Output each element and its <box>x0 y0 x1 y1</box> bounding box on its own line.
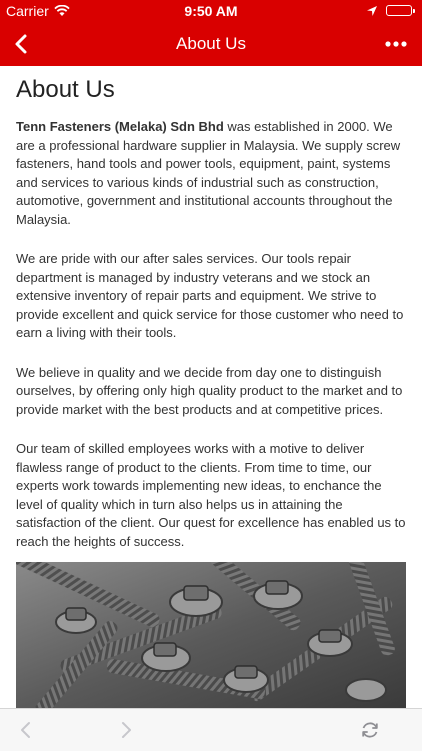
paragraph-quality: We believe in quality and we decide from day one to distinguish ourselves, by offering only high quality product to the market and to provide market with the best products and at competitive prices. <box>16 364 403 417</box>
bottom-toolbar <box>0 708 422 751</box>
company-name: Tenn Fasteners (Melaka) Sdn Bhd <box>16 119 224 134</box>
paragraph-team: Our team of skilled employees works with a motive to deliver flawless range of product to the clients. From time to time, our experts work towards implementing new ideas, to enchance the level of quality which in turn also helps us in attaining the satisfaction of the client. Our quest for excellence has enabled us to reach the heights of success. <box>16 441 406 549</box>
paragraph-intro-text: was established in 2000. We are a professional hardware supplier in Malaysia. We supply screw fasteners, hand tools and power tools, equipment, paint, systems and services to various kinds of industrial such as construction, automotive, government and institutional accounts throughout the Malaysia. <box>16 119 401 227</box>
paragraph-after-sales: We are pride with our after sales services. Our tools repair department is managed by industry veterans and we stock an extensive inventory of repair parts and equipment. We strive to provide excellent and quick service for those customer who need to earn a living with their tools. <box>16 251 404 340</box>
status-bar <box>0 0 422 22</box>
back-nav-icon[interactable] <box>18 721 34 739</box>
refresh-icon[interactable] <box>360 720 380 740</box>
nav-bar <box>0 22 422 66</box>
forward-nav-icon[interactable] <box>118 721 134 739</box>
more-ellipsis-icon[interactable] <box>384 36 408 52</box>
nav-title: About Us <box>176 34 246 53</box>
paragraph-intro <box>16 118 408 229</box>
screws-photo <box>16 562 406 710</box>
location-arrow-icon <box>366 4 378 20</box>
about-content <box>16 66 408 572</box>
carrier-label: Carrier <box>6 3 49 19</box>
page-heading: About Us <box>16 76 115 103</box>
status-time: 9:50 AM <box>184 3 238 19</box>
battery-icon <box>386 5 412 16</box>
